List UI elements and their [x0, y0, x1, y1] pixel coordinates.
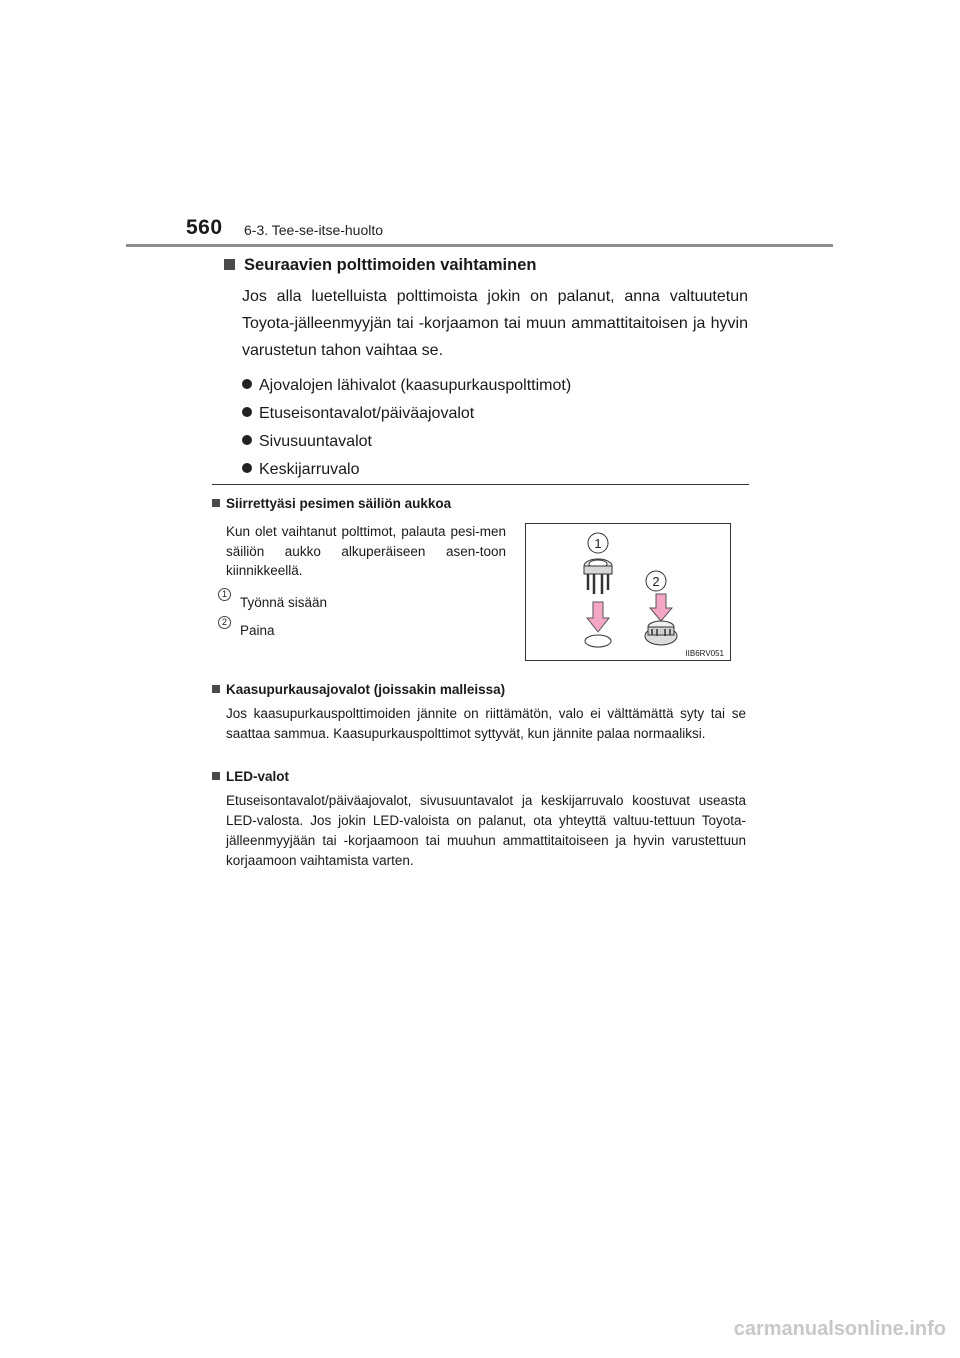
section2-text: Jos kaasupurkauspolttimoiden jännite on riittämätön, valo ei välttämättä syty tai se saattaa sammua. Kaasupurkauspolttimot syttyvät, kun jännite palaa normaaliksi. [226, 706, 746, 741]
circled-number: 1 [218, 588, 231, 601]
section1-heading [212, 494, 746, 514]
box-heading-text: Seuraavien polttimoiden vaihtaminen [244, 256, 537, 274]
section1-heading-text: Siirrettyäsi pesimen säiliön aukkoa [226, 496, 452, 511]
push-arrow-icon [587, 602, 609, 632]
list-item [242, 400, 748, 428]
section-path: 6-3. Tee-se-itse-huolto [244, 222, 384, 238]
callout-label: 2 [652, 574, 660, 589]
section2 [212, 680, 746, 744]
section-divider [212, 484, 749, 485]
callout-label: 1 [594, 536, 602, 551]
clip-installed-icon [645, 621, 677, 645]
box-heading [224, 253, 748, 277]
header-rule [126, 244, 833, 247]
square-bullet-icon [212, 772, 220, 780]
round-bullet-icon [242, 435, 252, 445]
bulb-list [242, 372, 748, 484]
section3 [212, 767, 746, 871]
list-item [242, 428, 748, 456]
figure-code: IIB6RV051 [685, 649, 724, 658]
round-bullet-icon [242, 407, 252, 417]
section1-text: Kun olet vaihtanut polttimot, palauta pesi-men säiliön aukko alkuperäiseen asen-toon kiinnikkeellä. [226, 524, 506, 578]
figure-clip-illustration [525, 523, 731, 661]
section2-heading [212, 680, 746, 700]
list-item-text: Ajovalojen lähivalot (kaasupurkauspolttimot) [259, 377, 572, 394]
section3-heading-text: LED-valot [226, 769, 290, 784]
press-arrow-icon [650, 594, 672, 621]
square-bullet-icon [212, 685, 220, 693]
round-bullet-icon [242, 379, 252, 389]
section1-left-column [221, 522, 506, 640]
step-label: Työnnä sisään [240, 594, 328, 610]
square-bullet-icon [224, 259, 235, 270]
clip-before-icon [584, 559, 612, 594]
section1-heading-row [212, 494, 746, 514]
square-bullet-icon [212, 499, 220, 507]
list-item-text: Keskijarruvalo [259, 461, 360, 478]
list-item-text: Etuseisontavalot/päiväajovalot [259, 405, 475, 422]
circled-number: 2 [218, 616, 231, 629]
list-item-text: Sivusuuntavalot [259, 433, 372, 450]
round-bullet-icon [242, 463, 252, 473]
clip-diagram [526, 524, 730, 660]
list-item [242, 456, 748, 484]
section3-text: Etuseisontavalot/päiväajovalot, sivusuuntavalot ja keskijarruvalo koostuvat useasta LED-valosta. Jos jokin LED-valoista on palanut, ota yhteyttä valtuu-tettuun Toyota-jälleenmyyjään tai -korjaamoon tai muuhun ammattitaitoiseen ja hyvin varustettuun korjaamoon vaihtamista varten. [226, 793, 746, 868]
box-paragraph: Jos alla luetelluista polttimoista jokin on palanut, anna valtuutetun Toyota-jälleenmyyjän tai -korjaamon tai muun ammattitaitoisen ja hyvin varustetun tahon vaihtaa se. [242, 288, 748, 359]
hole-outline-icon [585, 635, 611, 647]
list-item [242, 372, 748, 400]
section3-heading [212, 767, 746, 787]
watermark: carmanualsonline.info [733, 1318, 946, 1340]
info-box [224, 253, 748, 484]
step-label: Paina [240, 622, 275, 638]
section2-heading-text: Kaasupurkausajovalot (joissakin malleissa) [226, 682, 506, 697]
step-item [221, 616, 506, 640]
page-number: 560 [186, 216, 223, 239]
step-item [221, 588, 506, 612]
